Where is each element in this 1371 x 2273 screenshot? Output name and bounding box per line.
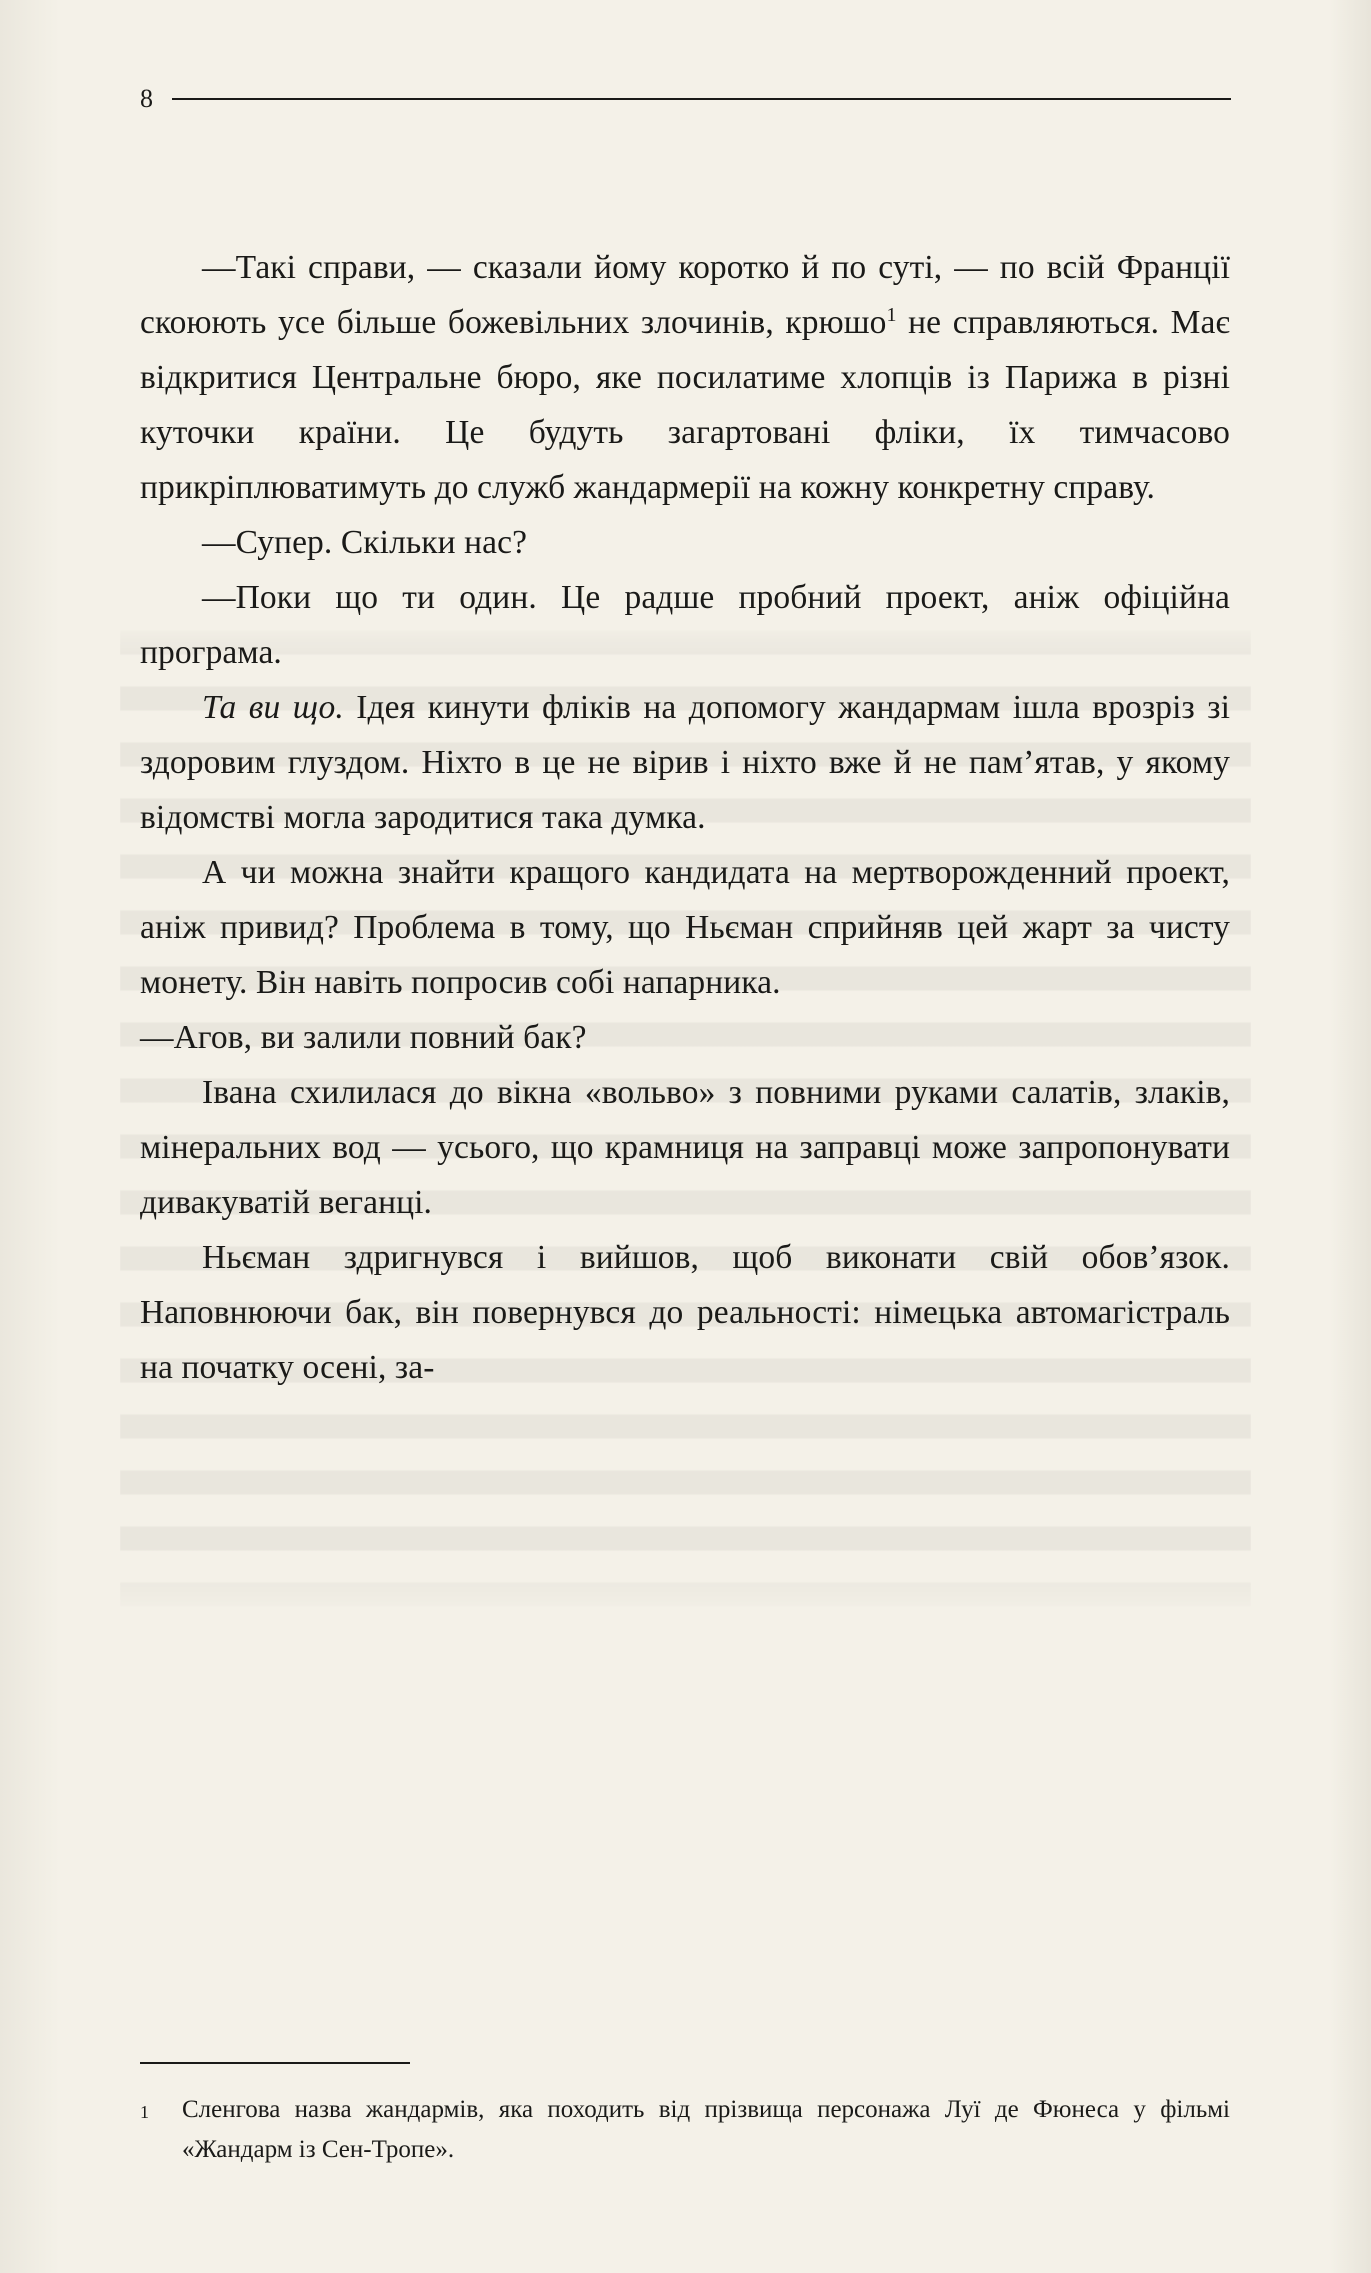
footnote-item	[140, 2090, 1230, 2170]
footnote-area	[140, 2062, 1230, 2170]
page-number: 8	[140, 84, 154, 113]
paragraph-narrative-3: Івана схилилася до вікна «вольво» з повними руками салатів, злаків, мінеральних вод — усього, що крамниця на заправці може запропонувати дивакуватій веганці.	[140, 1074, 1230, 1221]
paragraph-text: —Такі справи, — сказали йому коротко й по суті, — по всій Франції скоюють усе більше божевільних злочинів, крюшо	[140, 249, 1230, 341]
paragraph-narrative-2: А чи можна знайти кращого кандидата на мертворожденний проект, аніж привид? Проблема в тому, що Ньєман сприйняв цей жарт за чисту монету. Він навіть попросив собі напарника.	[140, 854, 1230, 1001]
paragraph-text-continued: не справляються. Має відкритися Центральне бюро, яке посилатиме хлопців із Парижа в різні куточки країни. Це будуть загартовані фліки, їх тимчасово прикріплюватимуть до служб жандармерії на кожну конкретну справу.	[140, 304, 1230, 506]
paragraph-dialogue-2: —Супер. Скільки нас?	[202, 524, 528, 561]
page-body-text	[140, 240, 1230, 1395]
paragraph-text: Ідея кинути фліків на допомогу жандармам ішла врозріз зі здоровим глуздом. Ніхто в це не вірив і ніхто вже й не пам’ятав, у якому відомстві могла зародитися така думка.	[140, 689, 1230, 836]
header-rule-divider	[172, 98, 1232, 100]
footnote-rule-divider	[140, 2062, 410, 2064]
page-left-edge-shading	[0, 0, 60, 2273]
footnote-reference-icon[interactable]: 1	[886, 303, 897, 326]
paragraph-narrative-1	[140, 680, 1230, 845]
paragraph-dialogue-4: —Агов, ви залили повний бак?	[140, 1019, 587, 1056]
page-header	[140, 86, 1231, 112]
page-right-edge-shading	[1329, 0, 1371, 2273]
paragraph-narrative-4: Ньєман здригнувся і вийшов, щоб виконати свій обов’язок. Наповнюючи бак, він повернувся до реальності: німецька автомагістраль на початку осені, за-	[140, 1239, 1230, 1386]
paragraph-dialogue-1	[140, 240, 1230, 515]
italic-phrase: Та ви що.	[202, 689, 344, 726]
footnote-text: Сленгова назва жандармів, яка походить від прізвища персонажа Луї де Фюнеса у фільмі «Жандарм із Сен-Тропе».	[182, 2096, 1230, 2163]
footnote-marker: 1	[140, 2102, 149, 2122]
paragraph-dialogue-3: —Поки що ти один. Це радше пробний проект, аніж офіційна програма.	[140, 579, 1230, 671]
